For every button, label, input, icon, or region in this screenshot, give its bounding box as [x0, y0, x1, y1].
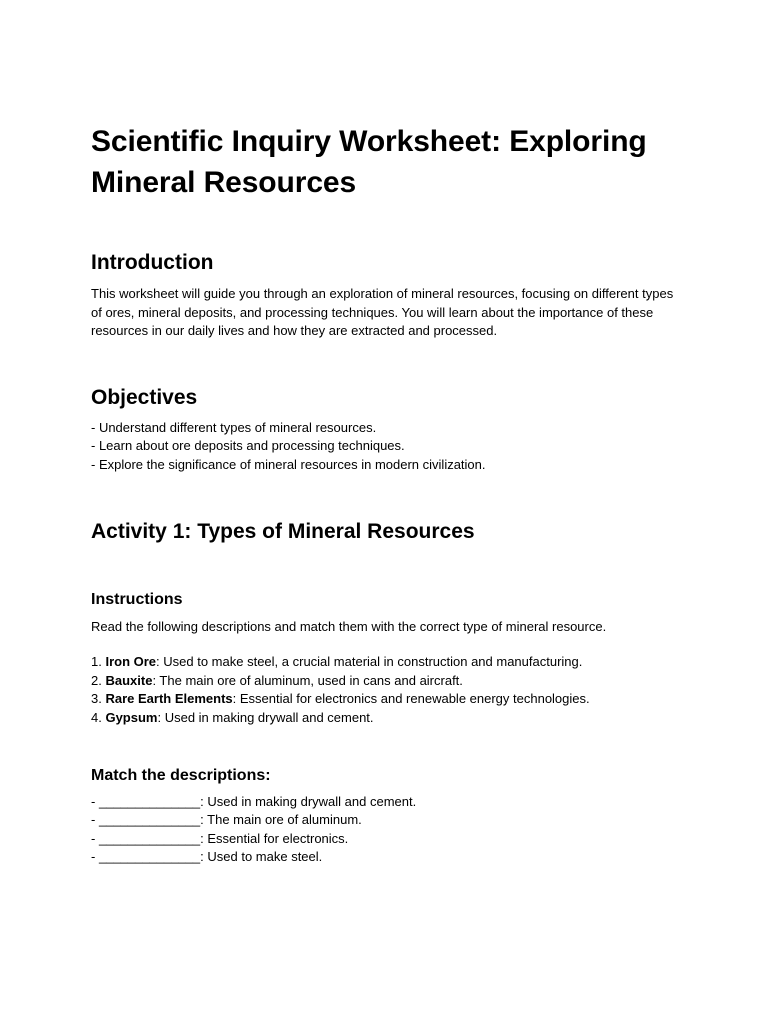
match-item: - ______________: Used to make steel.	[91, 849, 323, 865]
ore-name: Gypsum	[105, 709, 158, 725]
match-item: - ______________: The main ore of aluminum.	[91, 812, 362, 828]
match-heading: Match the descriptions:	[91, 766, 271, 784]
ore-name: Iron Ore	[105, 654, 157, 670]
introduction-heading: Introduction	[91, 251, 214, 274]
ore-number: 1.	[91, 654, 106, 670]
introduction-text: This worksheet will guide you through an exploration of mineral resources, focusing on different types of ores, mineral deposits, and processing techniques. You will learn about the importance of these resources in our daily lives and how they are extracted and processed.	[91, 286, 674, 339]
page-title: Scientific Inquiry Worksheet: Exploring Mineral Resources	[91, 125, 647, 199]
instructions-heading: Instructions	[91, 590, 183, 608]
ore-item	[91, 709, 678, 728]
ore-number: 3.	[91, 691, 106, 707]
objective-item: - Learn about ore deposits and processing techniques.	[91, 438, 405, 454]
ore-name: Rare Earth Elements	[105, 691, 233, 707]
ore-item	[91, 690, 678, 709]
objectives-heading: Objectives	[91, 385, 198, 409]
activity1-heading: Activity 1: Types of Mineral Resources	[91, 519, 475, 543]
ore-description: : Used in making drywall and cement.	[157, 709, 374, 725]
instructions-text: Read the following descriptions and match them with the correct type of mineral resource.	[91, 618, 607, 634]
match-item: - ______________: Used in making drywall and cement.	[91, 793, 417, 809]
ore-number: 4.	[91, 709, 106, 725]
objective-item: - Explore the significance of mineral resources in modern civilization.	[91, 456, 486, 472]
ore-description: : The main ore of aluminum, used in cans and aircraft.	[152, 672, 463, 688]
ore-item	[91, 672, 678, 691]
ore-description: : Essential for electronics and renewable energy technologies.	[232, 691, 590, 707]
ores-list	[91, 653, 678, 727]
match-list	[91, 793, 678, 867]
objective-item: - Understand different types of mineral resources.	[91, 419, 377, 435]
match-item: - ______________: Essential for electronics.	[91, 830, 349, 846]
ore-item	[91, 653, 678, 672]
objectives-list	[91, 419, 678, 475]
ore-description: : Used to make steel, a crucial material in construction and manufacturing.	[156, 654, 583, 670]
ore-name: Bauxite	[105, 672, 153, 688]
ore-number: 2.	[91, 672, 106, 688]
